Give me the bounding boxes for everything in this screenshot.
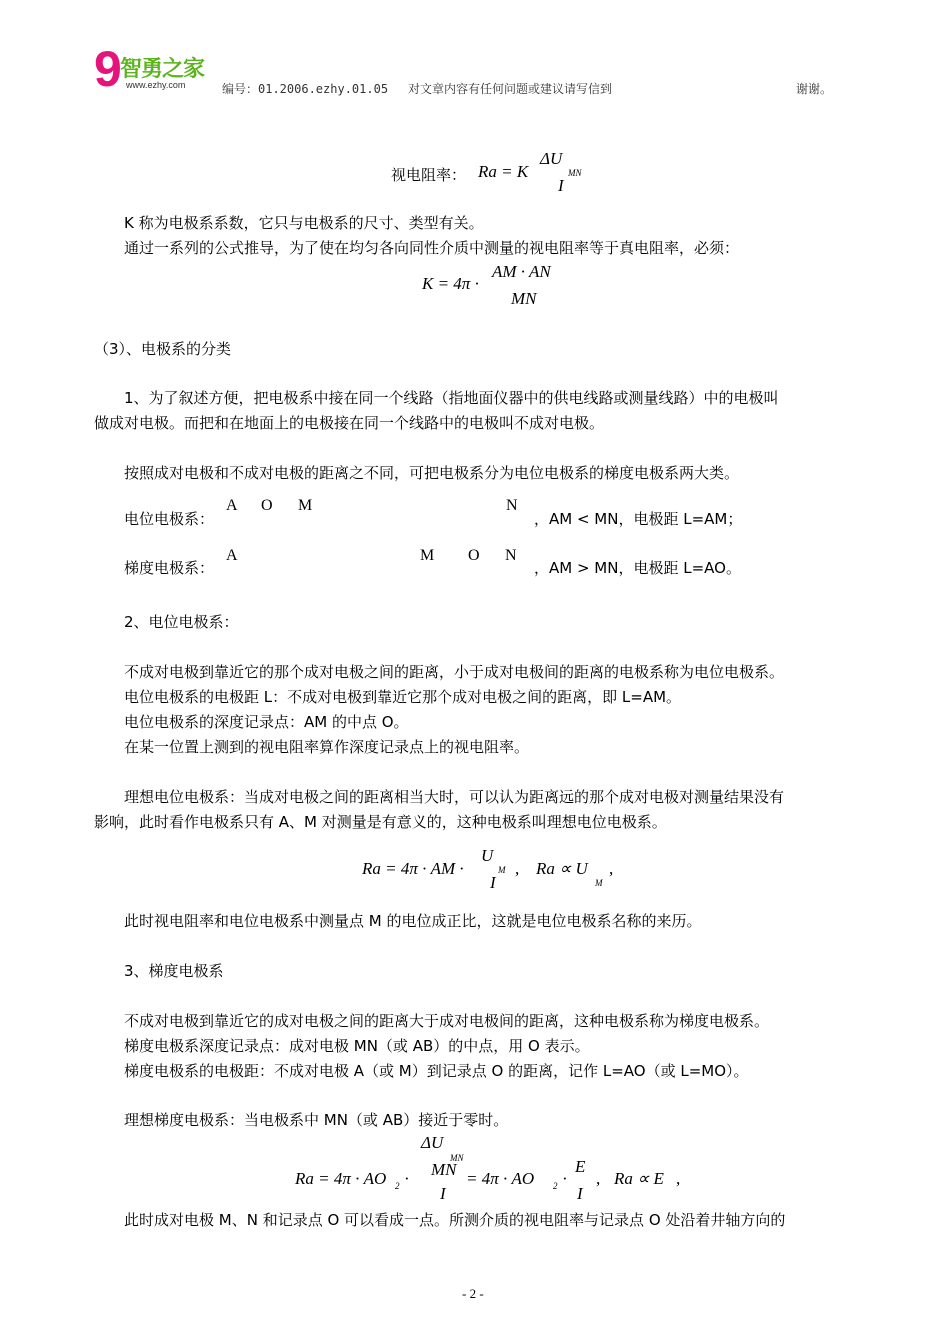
formula4-end: , [676,1169,681,1188]
gradient-electrode-m: M [420,547,435,564]
formula1-lhs: Ra = K [478,162,529,181]
gradient-electrode-o: O [468,547,480,564]
formula4-den: I [440,1184,446,1203]
logo-url: www.ezhy.com [126,80,186,90]
formula3-end: , [609,859,614,878]
formula4-dot2: · [562,1169,568,1188]
formula4-num-subscript: MN [450,1153,464,1163]
formula1-label: 视电阻率： [391,166,467,184]
page-number: - 2 - [462,1286,484,1301]
formula4-sup2: 2 [553,1181,558,1191]
ideal-potential-line1: 理想电位电极系：当成对电极之间的距离相当大时，可以认为距离远的那个成对电极对测量结果没有 [124,788,785,806]
ideal-gradient-paragraph: 理想梯度电极系：当电极系中 MN（或 AB）接近于零时。 [124,1111,509,1129]
formula4-num-top: ΔU [421,1133,444,1152]
item2-title: 2、电位电极系： [124,613,239,631]
formula4-eq: = 4π · AO [466,1169,535,1188]
item3-title: 3、梯度电极系 [124,962,224,980]
item2-paragraph-1: 不成对电极到靠近它的那个成对电极之间的距离，小于成对电极间的距离的电极系称为电位电极系。 [124,663,785,681]
item3-paragraph-1: 不成对电极到靠近它的成对电极之间的距离大于成对电极间的距离，这种电极系称为梯度电极系。 [124,1012,770,1030]
formula4-mid: MN [431,1160,457,1179]
formula2-denominator: MN [511,289,537,308]
formula1-denominator: I [558,176,564,195]
section-heading: （3）、电极系的分类 [94,340,232,358]
potential-row-desc: ，AM < MN，电极距 L=AM； [534,510,743,528]
thanks-note: 谢谢。 [796,82,833,96]
formula3-rhs: Ra ∝ U [536,859,588,878]
formula4-den2: I [577,1184,583,1203]
formula2-lhs: K = 4π · [422,274,479,293]
item3-paragraph-3: 梯度电极系的电极距：不成对电极 A（或 M）到记录点 O 的距离，记作 L=AO（或 L=MO）。 [124,1062,749,1080]
potential-row-label: 电位电极系： [124,510,215,528]
formula3-lhs: Ra = 4π · AM · [362,859,464,878]
potential-electrode-n: N [506,497,518,514]
formula2-numerator: AM · AN [492,262,551,281]
gradient-electrode-a: A [226,547,238,564]
formula4-lhs: Ra = 4π · AO [295,1169,387,1188]
logo-text: 智勇之家 [120,57,205,82]
formula4-num2: E [575,1157,586,1176]
logo-mark: 9 [94,41,122,97]
item2-paragraph-2: 电位电极系的电极距 L：不成对电极到靠近它那个成对电极之间的距离，即 L=AM。 [124,688,682,706]
potential-electrode-a: A [226,497,238,514]
paragraph-k-definition: K 称为电极系系数，它只与电极系的尺寸、类型有关。 [124,214,484,232]
paragraph-derivation: 通过一系列的公式推导，为了使在均匀各向同性介质中测量的视电阻率等于真电阻率，必须： [124,239,740,257]
feedback-note: 对文章内容有任何问题或建议请写信到 [408,82,613,96]
item3-paragraph-2: 梯度电极系深度记录点：成对电极 MN（或 AB）的中点，用 O 表示。 [124,1037,590,1055]
gradient-electrode-n: N [505,547,517,564]
item2-paragraph-6: 此时视电阻率和电位电极系中测量点 M 的电位成正比，这就是电位电极系名称的来历。 [124,912,702,930]
item1-line1: 1、为了叙述方便，把电极系中接在同一个线路（指地面仪器中的供电线路或测量线路）中的电极叫 [124,389,779,407]
formula4-rhs: Ra ∝ E [614,1169,664,1188]
gradient-row-label: 梯度电极系： [124,559,215,577]
formula4-dot1: · [404,1169,410,1188]
formula3-rhs-subscript: M [595,878,603,888]
formula3-denominator: I [490,873,496,892]
potential-electrode-o: O [261,497,273,514]
item2-paragraph-3: 电位电极系的深度记录点：AM 的中点 O。 [124,713,409,731]
classify-paragraph: 按照成对电极和不成对电极的距离之不同，可把电极系分为电位电极系的梯度电极系两大类。 [124,464,740,482]
item1-line2: 做成对电极。而把和在地面上的电极接在同一个线路中的电极叫不成对电极。 [94,414,605,432]
formula3-comma: , [515,859,520,878]
item2-paragraph-4: 在某一位置上测到的视电阻率算作深度记录点上的视电阻率。 [124,738,530,756]
formula3-numerator: U [481,846,494,865]
item3-paragraph-5: 此时成对电极 M、N 和记录点 O 可以看成一点。所测介质的视电阻率与记录点 O 处沿着井轴方向的 [124,1211,786,1229]
formula3-subscript: M [498,865,506,875]
formula4-sup1: 2 [395,1181,400,1191]
formula1-numerator: ΔU [540,149,563,168]
potential-electrode-m: M [298,497,313,514]
ideal-potential-line2: 影响，此时看作电极系只有 A、M 对测量是有意义的，这种电极系叫理想电位电极系。 [94,813,667,831]
doc-number: 编号：01.2006.ezhy.01.05 [222,82,389,96]
gradient-row-desc: ，AM > MN，电极距 L=AO。 [534,559,741,577]
formula4-comma: , [596,1169,601,1188]
formula1-subscript: MN [568,168,582,178]
